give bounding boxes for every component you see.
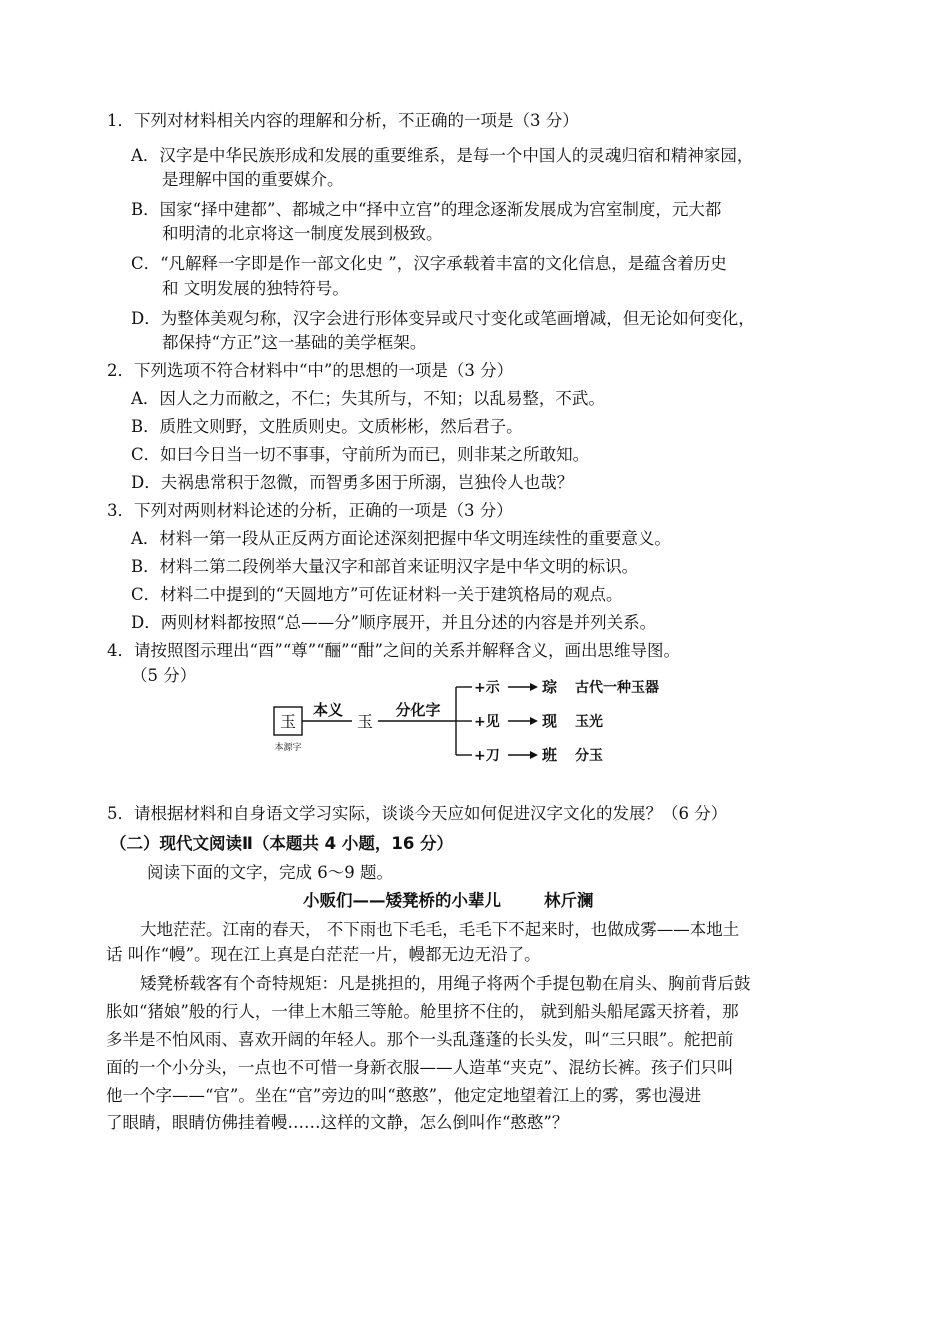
branch2-radical: +见 <box>474 714 500 730</box>
root-char: 玉 <box>279 712 297 731</box>
passage-p1-line1: 大地茫茫。江南的春天， 不下雨也下毛毛，毛毛下不起来时，也做成雾——本地土 <box>140 920 740 939</box>
q3-option-b: B．材料二第二段例举大量汉字和部首来证明汉字是中华文明的标识。 <box>131 557 639 576</box>
q1-stem: 1．下列对材料相关内容的理解和分析，不正确的一项是（3 分） <box>107 111 579 130</box>
branch3-meaning: 分玉 <box>575 748 603 764</box>
branch1-radical: +示 <box>474 680 500 696</box>
branch3-char: 班 <box>542 746 558 764</box>
branch3-radical: +刀 <box>474 748 500 764</box>
edge1-label: 本义 <box>312 701 344 719</box>
branch2-arrowhead <box>530 717 538 725</box>
q2-option-a: A．因人之力而敝之，不仁；失其所与，不知；以乱易整，不武。 <box>131 389 605 408</box>
branch1-char: 琮 <box>542 678 558 696</box>
branch1-meaning: 古代一种玉器 <box>575 680 659 696</box>
edge2-label: 分化字 <box>395 701 441 719</box>
q4-stem-score: （5 分） <box>131 666 197 685</box>
q1-option-b-cont: 和明清的北京将这一制度发展到极致。 <box>162 224 443 243</box>
branch2-char: 现 <box>542 712 558 730</box>
root-caption: 本源字 <box>274 743 302 753</box>
q3-stem: 3．下列对两则材料论述的分析，正确的一项是（3 分） <box>107 501 513 520</box>
q1-option-a: A．汉字是中华民族形成和发展的重要维系，是每一个中国人的灵魂归宿和精神家园， <box>131 146 754 165</box>
passage-p2-line4: 面的一个小分头，一点也不可惜一身新衣服——人造革“夹克”、混纺长裤。孩子们只叫 <box>106 1058 734 1077</box>
q1-option-d: D．为整体美观匀称，汉字会进行形体变异或尺寸变化或笔画增减，但无论如何变化， <box>131 309 755 328</box>
passage-p2-line6: 了眼睛，眼睛仿佛挂着幔……这样的文静，怎么倒叫作“憨憨”？ <box>106 1113 569 1132</box>
q1-option-c-cont: 和 文明发展的独特符号。 <box>162 279 349 298</box>
branch3-arrowhead <box>530 751 538 759</box>
passage-p2-line5: 他一个字——“官”。坐在“官”旁边的叫“憨憨”，他定定地望着江上的雾，雾也漫进 <box>106 1086 702 1105</box>
q2-option-b: B．质胜文则野，文胜质则史。文质彬彬，然后君子。 <box>131 417 523 436</box>
passage-p2-line1: 矮凳桥载客有个奇特规矩：凡是挑担的，用绳子将两个手提包勒在肩头、胸前背后鼓 <box>140 974 751 993</box>
q1-option-d-cont: 都保持“方正”这一基础的美学框架。 <box>162 333 427 352</box>
q1-option-a-cont: 是理解中国的重要媒介。 <box>162 170 344 189</box>
passage-p1-line2: 话 叫作“幔”。现在江上真是白茫茫一片，幔都无边无沿了。 <box>106 945 541 964</box>
q5-stem: 5．请根据材料和自身语文学习实际，谈谈今天应如何促进汉字文化的发展？（6 分） <box>107 804 728 823</box>
middle-char: 玉 <box>356 712 374 731</box>
q1-option-b: B．国家“择中建都”、都城之中“择中立宫”的理念逐渐发展成为宫室制度，元大都 <box>131 200 722 219</box>
q3-option-c: C．材料二中提到的“天圆地方”可佐证材料一关于建筑格局的观点。 <box>131 585 623 604</box>
passage-author: 林斤澜 <box>544 891 594 910</box>
branch1-arrowhead <box>530 683 538 691</box>
q4-stem: 4．请按照图示理出“酉”“尊”“酾”“酣”之间的关系并解释含义，画出思维导图。 <box>107 641 680 660</box>
section2-heading: （二）现代文阅读Ⅱ（本题共 4 小题，16 分） <box>110 834 454 853</box>
q1-option-c: C．“凡解释一字即是作一部文化史 ”，汉字承载着丰富的文化信息，是蕴含着历史 <box>131 254 727 273</box>
passage-p2-line3: 多半是不怕风雨、喜欢开阔的年轻人。那个一头乱蓬蓬的长头发，叫“三只眼”。舵把前 <box>106 1030 734 1049</box>
q3-option-d: D．两则材料都按照“总——分”顺序展开，并且分述的内容是并列关系。 <box>131 613 657 632</box>
section2-instruction: 阅读下面的文字，完成 6～9 题。 <box>147 863 393 882</box>
q2-stem: 2．下列选项不符合材料中“中”的思想的一项是（3 分） <box>107 361 514 380</box>
q2-option-d: D．夫祸患常积于忽微，而智勇多困于所溺，岂独伶人也哉？ <box>131 473 574 492</box>
q2-option-c: C．如曰今日当一切不事事，守前所为而已，则非某之所敢知。 <box>131 445 590 464</box>
passage-p2-line2: 胀如“猪娘”般的行人，一律上木船三等舱。舱里挤不住的， 就到船头船尾露天挤着，那 <box>106 1002 739 1021</box>
character-derivation-diagram <box>270 677 710 777</box>
branch2-meaning: 玉光 <box>575 714 603 730</box>
q3-option-a: A．材料一第一段从正反两方面论述深刻把握中华文明连续性的重要意义。 <box>131 529 671 548</box>
passage-title: 小贩们——矮凳桥的小辈儿 <box>303 891 501 910</box>
